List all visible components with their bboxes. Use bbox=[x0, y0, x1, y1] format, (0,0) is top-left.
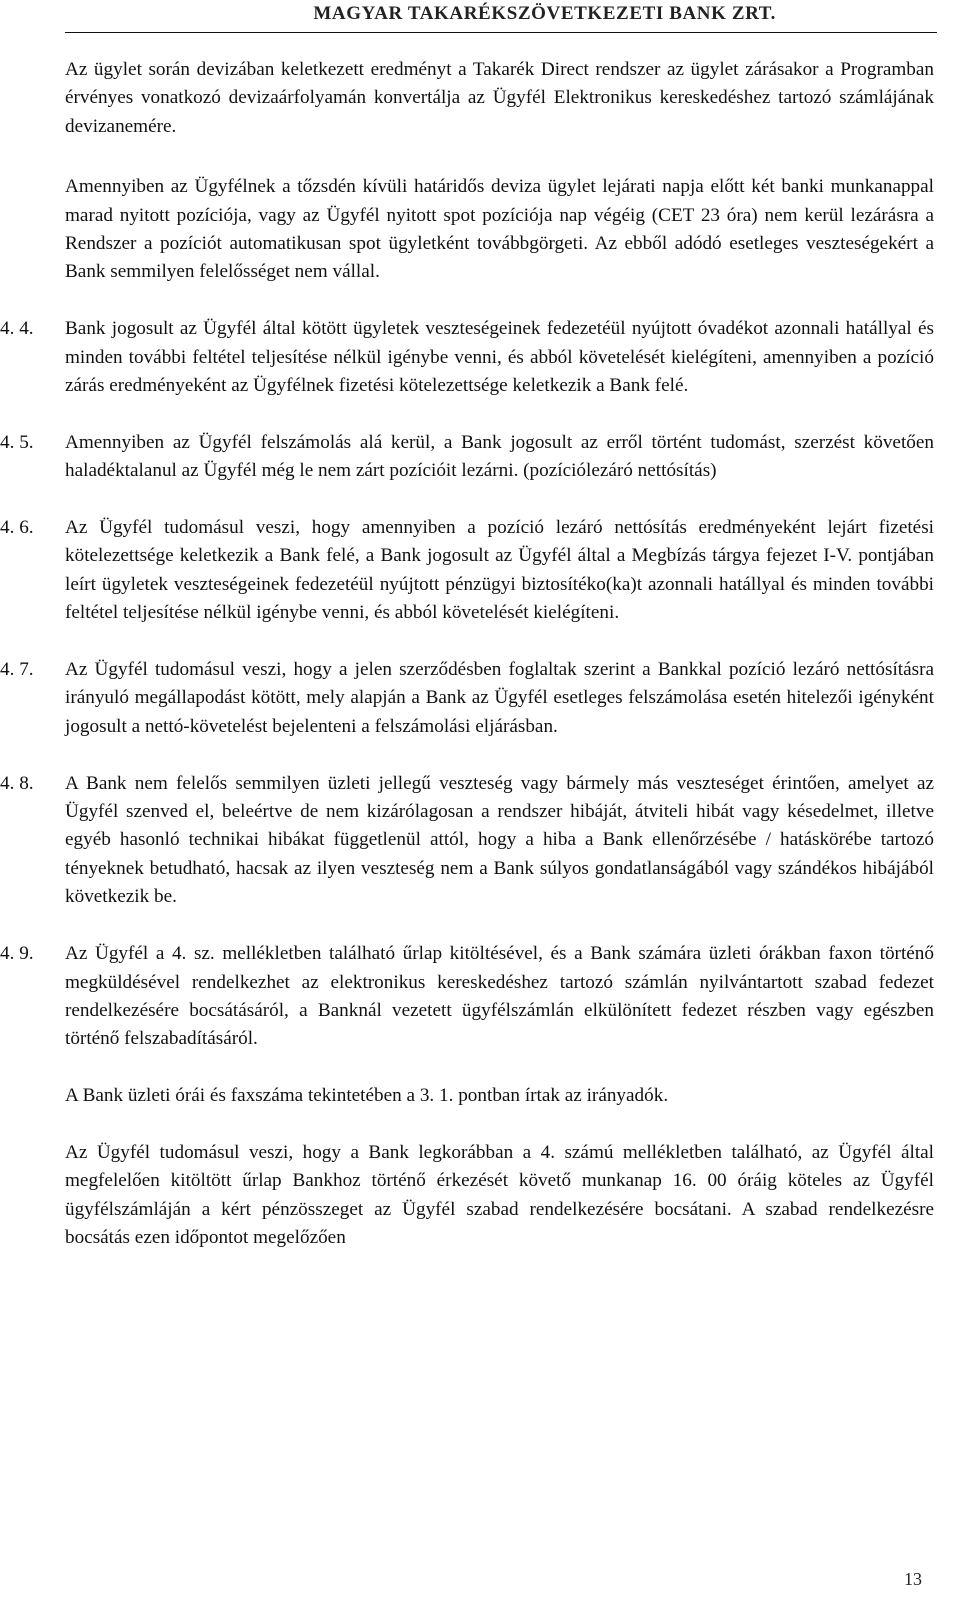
section-number: 4. 8. bbox=[0, 772, 34, 794]
header-divider bbox=[65, 32, 937, 33]
document-body bbox=[0, 56, 934, 1281]
page-number: 13 bbox=[904, 1569, 922, 1589]
section-4-9 bbox=[0, 940, 934, 1054]
page-header-title: MAGYAR TAKARÉKSZÖVETKEZETI BANK ZRT. bbox=[313, 3, 776, 24]
section-number: 4. 9. bbox=[0, 943, 34, 965]
section-number: 4. 7. bbox=[0, 659, 34, 681]
section-4-8 bbox=[0, 770, 934, 912]
section-text: Az Ügyfél tudomásul veszi, hogy amennyiben a pozíció lezáró nettósítás eredményeként lejárt fizetési kötelezettsége keletkezik a Bank felé, a Bank jogosult az Ügyfél által a Megbízás tárgya fejezet I-V. pontjában leírt ügyletek veszteségeinek fedezetéül nyújtott pénzügyi biztosítéko(ka)t azonnali hatállyal és minden további feltétel teljesítése nélkül igénybe venni, és abból követelését kielégíteni. bbox=[65, 517, 934, 624]
section-4-6 bbox=[0, 514, 934, 628]
section-number: 4. 5. bbox=[0, 431, 34, 453]
section-text: A Bank nem felelős semmilyen üzleti jellegű veszteség vagy bármely más veszteséget érintően, amelyet az Ügyfél szenved el, beleértve de nem kizárólagosan a rendszer hibáját, átviteli hibát vagy késedelmet, illetve egyéb hasonló technikai hibákat függetlenül attól, hogy a hiba a Bank ellenőrzésébe / hatáskörébe tartozó tényeknek betudható, hacsak az ilyen veszteség nem a Bank súlyos gondatlanságából vagy szándékos hibájából következik be. bbox=[65, 772, 934, 908]
section-text: Az Ügyfél tudomásul veszi, hogy a jelen szerződésben foglaltak szerint a Bankkal pozíció lezáró nettósításra irányuló megállapodást kötött, mely alapján a Bank az Ügyfél esetleges felszámolása esetén hitelezői igényként jogosult a nettó-követelést bejelenteni a felszámolási eljárásban. bbox=[65, 659, 934, 737]
section-4-7 bbox=[0, 656, 934, 741]
closing-paragraph-1: A Bank üzleti órái és faxszáma tekintetében a 3. 1. pontban írtak az irányadók. bbox=[65, 1085, 669, 1107]
section-text: Bank jogosult az Ügyfél által kötött ügyletek veszteségeinek fedezetéül nyújtott óvadékot azonnali hatállyal és minden további feltétel teljesítése nélkül igénybe venni, és abból követelését kielégíteni, amennyiben a pozíció zárás eredményeként az Ügyfélnek fizetési kötelezettsége keletkezik a Bank felé. bbox=[65, 318, 934, 397]
section-text: Az Ügyfél a 4. sz. mellékletben található űrlap kitöltésével, és a Bank számára üzleti órákban faxon történő megküldésével rendelkezhet az elektronikus kereskedéshez tartozó számlán nyilvántartott szabad fedezet rendelkezésére bocsátásáról, a Banknál vezetett ügyfélszámlán elkülönített fedezet részben vagy egészben történő felszabadításáról. bbox=[65, 943, 934, 1050]
section-number: 4. 4. bbox=[0, 318, 34, 340]
intro-paragraph-2: Amennyiben az Ügyfélnek a tőzsdén kívüli határidős deviza ügylet lejárati napja előtt két banki munkanappal marad nyitott pozíciója, vagy az Ügyfél nyitott spot pozíciója nap végéig (CET 23 óra) nem kerül lezárásra a Rendszer a pozíciót automatikusan spot ügyletként továbbgörgeti. Az ebből adódó esetleges veszteségekért a Bank semmilyen felelősséget nem vállal. bbox=[65, 176, 934, 283]
section-4-4 bbox=[0, 315, 934, 400]
closing-paragraph-2: Az Ügyfél tudomásul veszi, hogy a Bank legkorábban a 4. számú mellékletben található, az Ügyfél által megfelelően kitöltött űrlap Bankhoz történő érkezését követő munkanap 16. 00 óráig köteles az Ügyfél ügyfélszámláján a kért pénzösszeget az Ügyfél szabad rendelkezésére bocsátani. A szabad rendelkezésre bocsátás ezen időpontot megelőzően bbox=[65, 1141, 934, 1249]
section-number: 4. 6. bbox=[0, 517, 34, 539]
section-text: Amennyiben az Ügyfél felszámolás alá kerül, a Bank jogosult az erről történt tudomást, szerzést követően haladéktalanul az Ügyfél még le nem zárt pozícióit lezárni. (pozíciólezáró nettósítás) bbox=[65, 431, 934, 482]
intro-paragraph-1: Az ügylet során devizában keletkezett eredményt a Takarék Direct rendszer az ügylet zárásakor a Programban érvényes vonatkozó devizaárfolyamán konvertálja az Ügyfél Elektronikus kereskedéshez tartozó számlájának devizanemére. bbox=[65, 59, 934, 137]
section-4-5 bbox=[0, 429, 934, 486]
